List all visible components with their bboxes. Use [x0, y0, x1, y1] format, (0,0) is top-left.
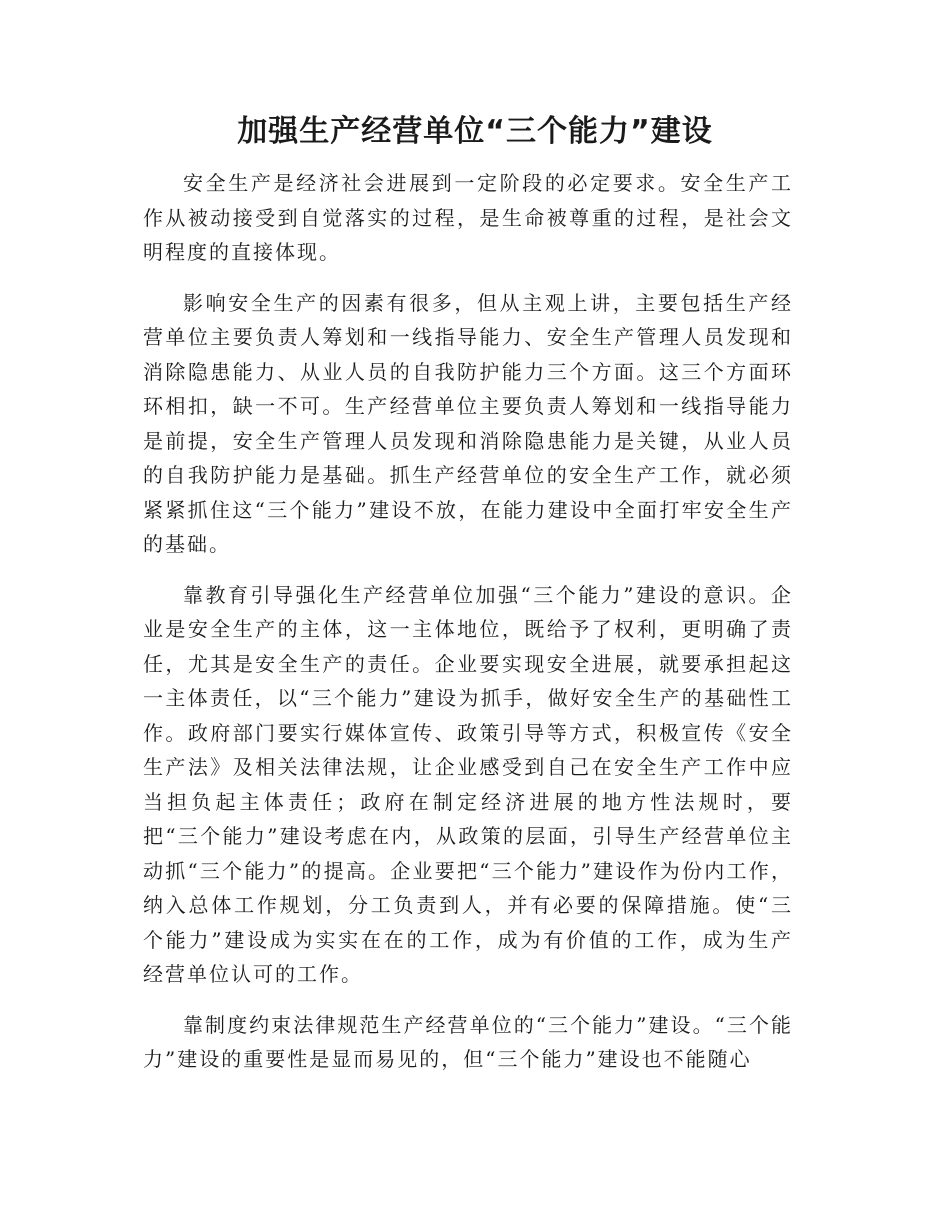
paragraph-3: 靠教育引导强化生产经营单位加强“三个能力”建设的意识。企业是安全生产的主体，这一主体地位，既给予了权利，更明确了责任，尤其是安全生产的责任。企业要实现安全进展，就要承担起这一主体责任，以“三个能力”建设为抓手，做好安全生产的基础性工作。政府部门要实行媒体宣传、政策引导等方式，积极宣传《安全生产法》及相关法律法规，让企业感受到自己在安全生产工作中应当担负起主体责任；政府在制定经济进展的地方性法规时，要把“三个能力”建设考虑在内，从政策的层面，引导生产经营单位主动抓“三个能力”的提高。企业要把“三个能力”建设作为份内工作，纳入总体工作规划，分工负责到人，并有必要的保障措施。使“三个能力”建设成为实实在在的工作，成为有价值的工作，成为生产经营单位认可的工作。 [143, 582, 793, 986]
paragraph-4: 靠制度约束法律规范生产经营单位的“三个能力”建设。“三个能力”建设的重要性是显而易见的，但“三个能力”建设也不能随心 [143, 1012, 793, 1071]
paragraph-1: 安全生产是经济社会进展到一定阶段的必定要求。安全生产工作从被动接受到自觉落实的过程，是生命被尊重的过程，是社会文明程度的直接体现。 [143, 171, 793, 264]
document-title: 加强生产经营单位“三个能力”建设 [237, 114, 713, 149]
document-body [143, 166, 793, 1093]
paragraph-2: 影响安全生产的因素有很多，但从主观上讲，主要包括生产经营单位主要负责人筹划和一线指导能力、安全生产管理人员发现和消除隐患能力、从业人员的自我防护能力三个方面。这三个方面环环相扣，缺一不可。生产经营单位主要负责人筹划和一线指导能力是前提，安全生产管理人员发现和消除隐患能力是关键，从业人员的自我防护能力是基础。抓生产经营单位的安全生产工作，就必须紧紧抓住这“三个能力”建设不放，在能力建设中全面打牢安全生产的基础。 [143, 290, 793, 556]
